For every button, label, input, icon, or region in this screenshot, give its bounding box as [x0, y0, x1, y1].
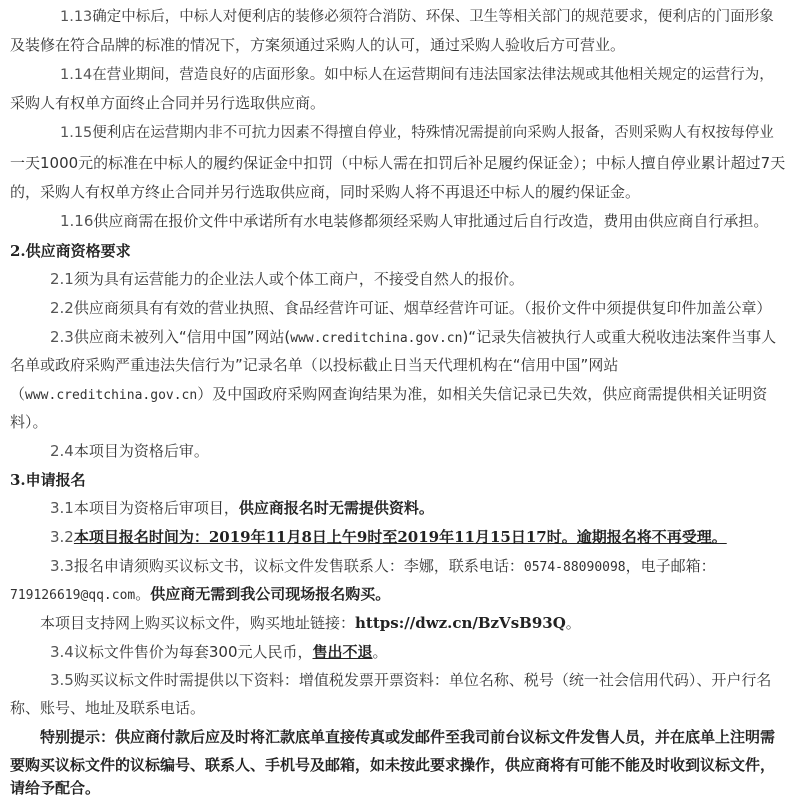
paragraph-1-13-line-2: 及装修在符合品牌的标准的情况下，方案须通过采购人的认可，通过采购人验收后方可营业。 — [10, 36, 626, 54]
clause-number: 2.2 — [50, 299, 74, 317]
paragraph-3-3-line-1 — [10, 553, 790, 581]
clause-text: 。 — [565, 614, 581, 632]
clause-number: 3.3 — [50, 557, 74, 575]
clause-text: 须为具有运营能力的企业法人或个体工商户，不接受自然人的报价。 — [73, 270, 524, 288]
clause-number: 1.16 — [60, 212, 94, 230]
paragraph-2-1 — [10, 266, 790, 293]
registration-time-text: 本项目报名时间为：2019年11月8日上午9时至2019年11月15日17时。逾期报名将不再受理。 — [73, 528, 727, 546]
special-notice-line-3: 请给予配合。 — [10, 779, 101, 797]
clause-number: 1.13 — [60, 9, 93, 25]
clause-number: 3.4 — [50, 643, 74, 661]
clause-number: 1.15 — [60, 125, 93, 141]
clause-text: 报名申请须购买议标文书，议标文件发售联系人：李娜，联系电话： — [73, 557, 524, 575]
special-notice-line-1: 特别提示：供应商付款后应及时将汇款底单直接传真或发邮件至我司前台议标文件发售人员，并在底单上注明需 — [40, 728, 776, 746]
special-notice-line-2: 要购买议标文件的议标编号、联系人、手机号及邮箱，如未按此要求操作，供应商将有可能不能及时收到议标文件， — [10, 756, 776, 774]
clause-number: 2.4 — [50, 442, 74, 460]
clause-text: 。 — [135, 585, 151, 603]
paragraph-1-14-line-2: 采购人有权单方面终止合同并另行选取供应商。 — [10, 94, 326, 112]
paragraph-1-16 — [10, 208, 790, 235]
emphasis-text: 供应商报名时无需提供资料。 — [238, 499, 434, 517]
paragraph-3-3-line-2 — [10, 581, 790, 609]
paragraph-1-15-line-3: 的，采购人有权单方终止合同并另行选取供应商，同时采购人将不再退还中标人的履约保证金。 — [10, 183, 641, 201]
clause-number: 2.1 — [50, 270, 74, 288]
clause-text: ）及中国政府采购网查询结果为准，如相关失信记录已失效，供应商需提供相关证明资 — [197, 385, 768, 403]
clause-text: 购买议标文件时需提供以下资料：增值税发票开票资料：单位名称、税号（统一社会信用代码）、开户行名 — [73, 671, 772, 689]
clause-text: ，电子邮箱： — [625, 557, 716, 575]
paragraph-2-2 — [10, 295, 790, 322]
credit-china-url: www.creditchina.gov.cn — [25, 388, 198, 403]
paragraph-3-4 — [10, 639, 790, 666]
clause-number: 3.1 — [50, 499, 74, 517]
paragraph-1-15-line-1 — [10, 120, 790, 147]
clause-text: 。 — [372, 643, 388, 661]
paragraph-3-2 — [10, 524, 790, 551]
clause-text: 供应商需在报价文件中承诺所有水电装修都须经采购人审批通过后自行改造，费用由供应商自行承担。 — [93, 212, 769, 230]
clause-text: 便利店在运营期内非不可抗力因素不得擅自停业，特殊情况需提前向采购人报备，否则采购人有权按每停业 — [92, 125, 774, 141]
paragraph-2-4 — [10, 438, 790, 465]
clause-text: 本项目支持网上购买议标文件，购买地址链接： — [40, 614, 356, 632]
clause-text: 供应商须具有有效的营业执照、食品经营许可证、烟草经营许可证。（报价文件中须提供复印件加盖公章） — [73, 299, 772, 317]
emphasis-text: 供应商无需到我公司现场报名购买。 — [150, 585, 391, 603]
paragraph-2-3-line-4: 料）。 — [10, 413, 48, 431]
clause-text: 在营业期间，营造良好的店面形象。如中标人在运营期间有违法国家法律法规或其他相关规定的运营行为， — [92, 67, 774, 83]
clause-text: )“记录失信被执行人或重大税收违法案件当事人 — [462, 328, 777, 346]
contact-email: 719126619@qq.com — [10, 588, 136, 603]
paragraph-1-15-line-2: 一天1000元的标准在中标人的履约保证金中扣罚（中标人需在扣罚后补足履约保证金）；中标人擅自停业累计超过7天 — [10, 154, 786, 172]
clause-number: 2.3 — [50, 328, 74, 346]
clause-text: （ — [10, 385, 26, 403]
credit-china-url: www.creditchina.gov.cn — [290, 331, 463, 346]
paragraph-1-14-line-1 — [10, 62, 790, 89]
clause-text: 供应商未被列入“信用中国”网站( — [73, 328, 291, 346]
paragraph-2-3-line-2: 名单或政府采购严重违法失信行为”记录名单（以投标截止日当天代理机构在“信用中国”网站 — [10, 356, 619, 374]
clause-number: 3.2 — [50, 528, 74, 546]
clause-text: 本项目为资格后审。 — [73, 442, 209, 460]
clause-text: 本项目为资格后审项目， — [73, 499, 239, 517]
paragraph-3-1 — [10, 495, 790, 522]
clause-number: 1.14 — [60, 67, 93, 83]
purchase-link[interactable]: https://dwz.cn/BzVsB93Q — [355, 614, 566, 632]
section-3-heading: 3.申请报名 — [10, 471, 86, 489]
clause-text: 确定中标后，中标人对便利店的装修必须符合消防、环保、卫生等相关部门的规范要求，便利店的门面形象 — [92, 9, 774, 25]
clause-text: 议标文件售价为每套300元人民币， — [73, 643, 313, 661]
contact-phone: 0574-88090098 — [523, 560, 626, 575]
clause-number: 3.5 — [50, 671, 74, 689]
no-refund-text: 售出不退 — [312, 643, 373, 661]
paragraph-3-5-line-1 — [10, 667, 790, 694]
paragraph-1-13-line-1 — [10, 4, 790, 31]
section-2-heading: 2.供应商资格要求 — [10, 242, 131, 260]
paragraph-2-3-line-1 — [10, 324, 790, 352]
paragraph-2-3-line-3 — [10, 381, 790, 409]
online-purchase-line — [10, 610, 790, 637]
paragraph-3-5-line-2: 称、账号、地址及联系电话。 — [10, 699, 206, 717]
